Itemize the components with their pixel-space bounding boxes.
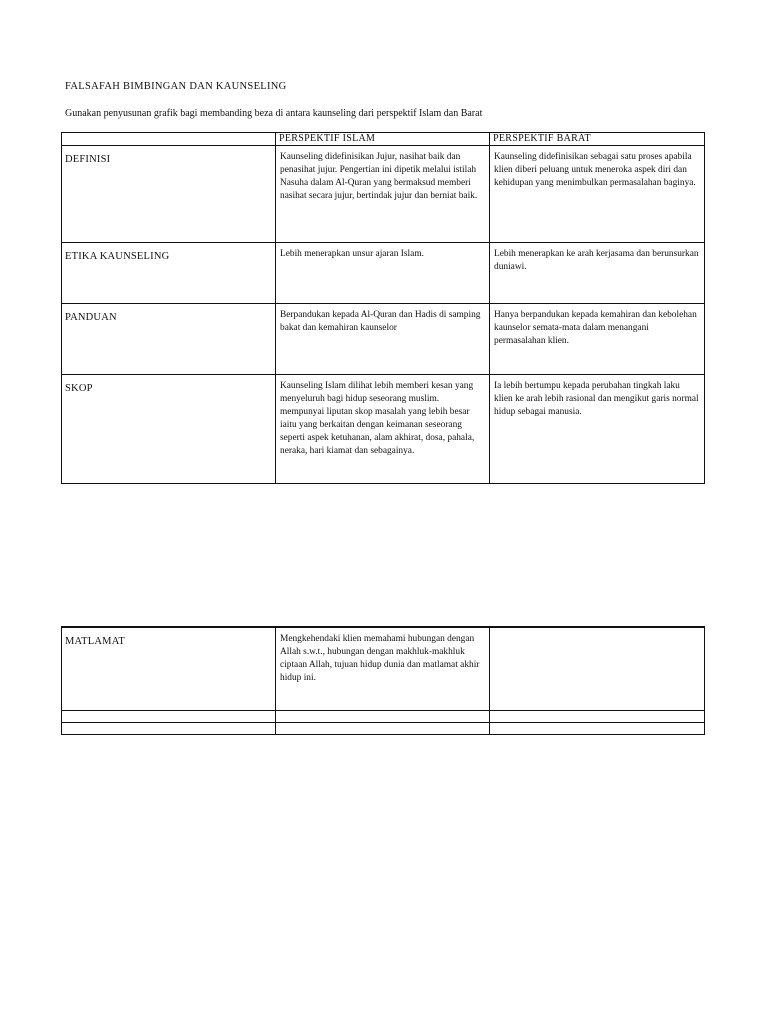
- cell-islam: Kaunseling Islam dilihat lebih memberi kesan yang menyeluruh bagi hidup seseorang muslim. mempunyai liputan skop masalah yang lebih besar iaitu yang berkaitan dengan keimanan seseorang seperti aspek ketuhanan, alam akhirat, dosa, pahala, neraka, hari kiamat dan sebagainya.: [276, 375, 490, 484]
- empty-cell: [276, 711, 490, 723]
- comparison-table-continued: [61, 626, 705, 735]
- cell-barat: Hanya berpandukan kepada kemahiran dan kebolehan kaunselor semata-mata dalam menangani permasalahan klien.: [490, 304, 705, 375]
- table-row-empty: [62, 711, 705, 723]
- row-label: ETIKA KAUNSELING: [62, 243, 276, 304]
- empty-cell: [62, 711, 276, 723]
- document-title: FALSAFAH BIMBINGAN DAN KAUNSELING: [65, 81, 287, 92]
- cell-islam: Kaunseling didefinisikan Jujur, nasihat baik dan penasihat jujur. Pengertian ini dipetik melalui istilah Nasuha dalam Al-Quran yang bermaksud memberi nasihat secara jujur, bertindak jujur dan berniat baik.: [276, 146, 490, 243]
- table-row-definisi: [62, 146, 705, 243]
- row-label: DEFINISI: [62, 146, 276, 243]
- header-cell-blank: [62, 133, 276, 146]
- table-row-empty: [62, 723, 705, 735]
- empty-cell: [490, 723, 705, 735]
- document-instruction: Gunakan penyusunan grafik bagi membanding beza di antara kaunseling dari perspektif Islam dan Barat: [65, 108, 483, 119]
- empty-cell: [276, 723, 490, 735]
- header-cell-barat: PERSPEKTIF BARAT: [490, 133, 705, 146]
- cell-islam: Lebih menerapkan unsur ajaran Islam.: [276, 243, 490, 304]
- cell-barat: Kaunseling didefinisikan sebagai satu proses apabila klien diberi peluang untuk meneroka aspek diri dan kehidupan yang menimbulkan permasalahan baginya.: [490, 146, 705, 243]
- cell-barat: Lebih menerapkan ke arah kerjasama dan berunsurkan duniawi.: [490, 243, 705, 304]
- table-row-skop: [62, 375, 705, 484]
- table-row-matlamat: [62, 627, 705, 711]
- table-header-row: [62, 133, 705, 146]
- table-row-etika: [62, 243, 705, 304]
- table-row-panduan: [62, 304, 705, 375]
- cell-islam: Mengkehendaki klien memahami hubungan dengan Allah s.w.t., hubungan dengan makhluk-makhluk ciptaan Allah, tujuan hidup dunia dan matlamat akhir hidup ini.: [276, 627, 490, 711]
- empty-cell: [62, 723, 276, 735]
- empty-cell: [490, 711, 705, 723]
- cell-barat: [490, 627, 705, 711]
- cell-barat: Ia lebih bertumpu kepada perubahan tingkah laku klien ke arah lebih rasional dan mengikut garis normal hidup sebagai manusia.: [490, 375, 705, 484]
- header-cell-islam: PERSPEKTIF ISLAM: [276, 133, 490, 146]
- cell-islam: Berpandukan kepada Al-Quran dan Hadis di samping bakat dan kemahiran kaunselor: [276, 304, 490, 375]
- row-label: MATLAMAT: [62, 627, 276, 711]
- row-label: SKOP: [62, 375, 276, 484]
- comparison-table: [61, 132, 705, 484]
- row-label: PANDUAN: [62, 304, 276, 375]
